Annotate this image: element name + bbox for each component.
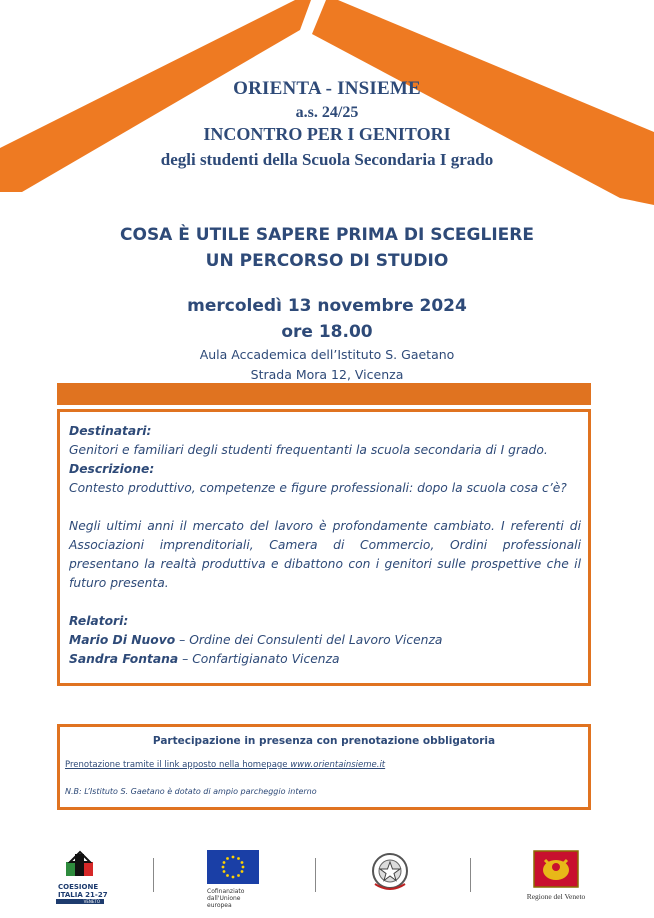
region-name: Regione del Veneto xyxy=(526,892,586,901)
description-label: Descrizione: xyxy=(69,462,155,476)
event-series-title: ORIENTA - INSIEME xyxy=(233,78,421,99)
description-paragraph: Negli ultimi anni il mercato del lavoro è profondamente cambiato. I referenti di Associazioni imprenditoriali, Camera di Commercio, Ordini professionali presentano la realtà produttiva e dibattono con i genitori sulle prospettive che il futuro presenta. xyxy=(69,519,581,590)
coesione-line-3: VENETO xyxy=(56,899,104,904)
booking-info-box xyxy=(57,724,591,810)
republic-emblem-icon xyxy=(369,850,411,896)
coesione-line-1: COESIONE xyxy=(58,883,99,891)
booking-line xyxy=(65,760,385,770)
speaker-item xyxy=(69,631,581,650)
eu-caption-1: Cofinanziato xyxy=(207,888,245,895)
eu-logo xyxy=(207,850,265,909)
logo-divider xyxy=(315,858,316,892)
recipients-text: Genitori e familiari degli studenti frequentanti la scuola secondaria di I grado. xyxy=(69,443,548,457)
recipients-label: Destinatari: xyxy=(69,424,152,438)
orange-divider-bar xyxy=(57,383,591,405)
venue-address: Strada Mora 12, Vicenza xyxy=(250,367,404,382)
coesione-mark-icon xyxy=(56,850,116,880)
lion-of-st-mark-icon xyxy=(533,850,579,888)
description-text: Contesto produttivo, competenze e figure professionali: dopo la scuola cosa c’è? xyxy=(69,481,567,495)
speakers-label: Relatori: xyxy=(69,614,129,628)
booking-text: Prenotazione tramite il link apposto nella homepage xyxy=(65,760,288,770)
coesione-italia-logo xyxy=(56,850,116,906)
details-content xyxy=(69,422,581,669)
regione-veneto-logo xyxy=(522,850,590,906)
subtitle-line-2: UN PERCORSO DI STUDIO xyxy=(205,251,449,271)
eu-flag-icon xyxy=(207,850,259,884)
event-time: ore 18.00 xyxy=(281,322,373,342)
details-box xyxy=(57,409,591,686)
venue-name: Aula Accademica dell’Istituto S. Gaetano xyxy=(199,347,455,362)
parking-note: N.B: L’Istituto S. Gaetano è dotato di ampio parcheggio interno xyxy=(65,787,317,796)
speaker-org: – Ordine dei Consulenti del Lavoro Vicenza xyxy=(179,633,443,647)
eu-caption-2: dall'Unione europea xyxy=(207,895,241,909)
booking-link[interactable]: www.orientainsieme.it xyxy=(290,760,386,770)
speaker-item xyxy=(69,650,581,669)
meeting-title: INCONTRO PER I GENITORI xyxy=(203,124,451,144)
coesione-line-2: ITALIA 21-27 xyxy=(58,891,108,899)
event-date: mercoledì 13 novembre 2024 xyxy=(187,296,467,316)
speaker-name: Mario Di Nuovo xyxy=(69,633,176,647)
audience-line: degli studenti della Scuola Secondaria I grado xyxy=(160,150,494,169)
logo-divider xyxy=(470,858,471,892)
speaker-name: Sandra Fontana xyxy=(69,652,179,666)
italian-republic-emblem xyxy=(369,850,411,896)
logo-divider xyxy=(153,858,154,892)
participation-text: Partecipazione in presenza con prenotazione obbligatoria xyxy=(152,735,496,747)
school-year: a.s. 24/25 xyxy=(295,104,359,121)
subtitle-line-1: COSA È UTILE SAPERE PRIMA DI SCEGLIERE xyxy=(120,225,534,245)
speaker-org: – Confartigianato Vicenza xyxy=(182,652,340,666)
